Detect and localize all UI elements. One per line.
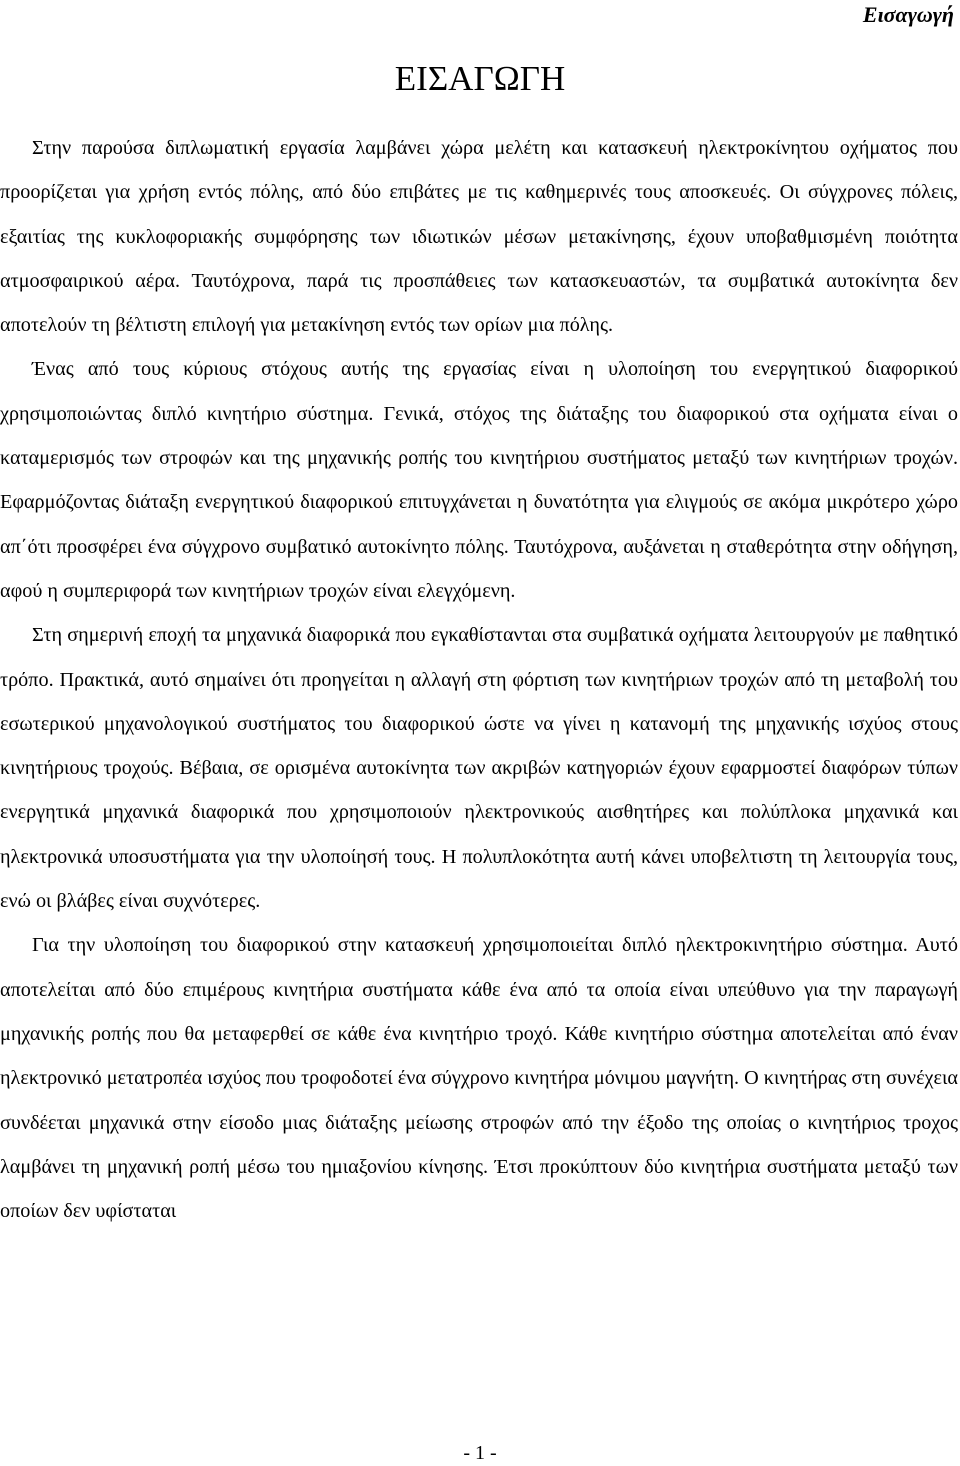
page-title: ΕΙΣΑΓΩΓΗ [394, 59, 566, 98]
running-header: Εισαγωγή [862, 2, 954, 27]
paragraph-1: Στην παρούσα διπλωματική εργασία λαμβάνει χώρα μελέτη και κατασκευή ηλεκτροκίνητου οχήματος που προορίζεται για χρήση εντός πόλης, από δύο επιβάτες με τις καθημερινές τους αποσκευές. Οι σύγχρονες πόλεις, εξαιτίας της κυκλοφοριακής συμφόρησης των ιδιωτικών μέσων μετακίνησης, έχουν υποβαθμισμένη ποιότητα ατμοσφαιρικού αέρα. Ταυτόχρονα, παρά τις προσπάθειες των κατασκευαστών, τα συμβατικά αυτοκίνητα δεν αποτελούν τη βέλτιστη επιλογή για μετακίνηση εντός των ορίων μια πόλης. [0, 137, 958, 337]
page-number: - 1 - [463, 1442, 497, 1464]
paragraph-3: Στη σημερινή εποχή τα μηχανικά διαφορικά που εγκαθίστανται στα συμβατικά οχήματα λειτουργούν με παθητικό τρόπο. Πρακτικά, αυτό σημαίνει ότι προηγείται η αλλαγή στη φόρτιση των κινητήριων τροχών από τη μεταβολή του εσωτερικού μηχανολογικού συστήματος του διαφορικού ώστε να γίνει η κατανομή της μηχανικής ισχύος στους κινητήριους τροχούς. Βέβαια, σε ορισμένα αυτοκίνητα των ακριβών κατηγοριών έχουν εφαρμοστεί διαφόρων τύπων ενεργητικά μηχανικά διαφορικά που χρησιμοποιούν ηλεκτρονικούς αισθητήρες και πολύπλοκα μηχανικά και ηλεκτρονικά υποσυστήματα για την υλοποίησή τους. Η πολυπλοκότητα αυτή κάνει υποβελτιστη τη λειτουργία τους, ενώ οι βλάβες είναι συχνότερες. [0, 624, 958, 913]
paragraph-2: Ένας από τους κύριους στόχους αυτής της εργασίας είναι η υλοποίηση του ενεργητικού διαφορικού χρησιμοποιώντας διπλό κινητήριο σύστημα. Γενικά, στόχος της διάταξης του διαφορικού στα οχήματα είναι ο καταμερισμός των στροφών και της μηχανικής ροπής του κινητήριου συστήματος μεταξύ των κινητήριων τροχών. Εφαρμόζοντας διάταξη ενεργητικού διαφορικού επιτυγχάνεται η δυνατότητα για ελιγμούς σε ακόμα μικρότερο χώρο απ΄ότι προσφέρει ένα σύγχρονο συμβατικό αυτοκίνητο πόλης. Ταυτόχρονα, αυξάνεται η σταθερότητα στην οδήγηση, αφού η συμπεριφορά των κινητήριων τροχών είναι ελεγχόμενη. [0, 358, 958, 602]
body-text [0, 126, 958, 1233]
paragraph-4: Για την υλοποίηση του διαφορικού στην κατασκευή χρησιμοποιείται διπλό ηλεκτροκινητήριο σύστημα. Αυτό αποτελείται από δύο επιμέρους κινητήρια συστήματα κάθε ένα από τα οποία είναι υπεύθυνο για την παραγωγή μηχανικής ροπής που θα μεταφερθεί σε κάθε ένα κινητήριο τροχό. Κάθε κινητήριο σύστημα αποτελείται από έναν ηλεκτρονικό μετατροπέα ισχύος που τροφοδοτεί ένα σύγχρονο κινητήρα μόνιμου μαγνήτη. Ο κινητήρας στη συνέχεια συνδέεται μηχανικά στην είσοδο μιας διάταξης μείωσης στροφών από την έξοδο της οποίας ο κινητήριος τροχος λαμβάνει τη μηχανική ροπή μέσω του ημιαξονίου κίνησης. Έτσι προκύπτουν δύο κινητήρια συστήματα μεταξύ των οποίων δεν υφίσταται [0, 934, 958, 1223]
